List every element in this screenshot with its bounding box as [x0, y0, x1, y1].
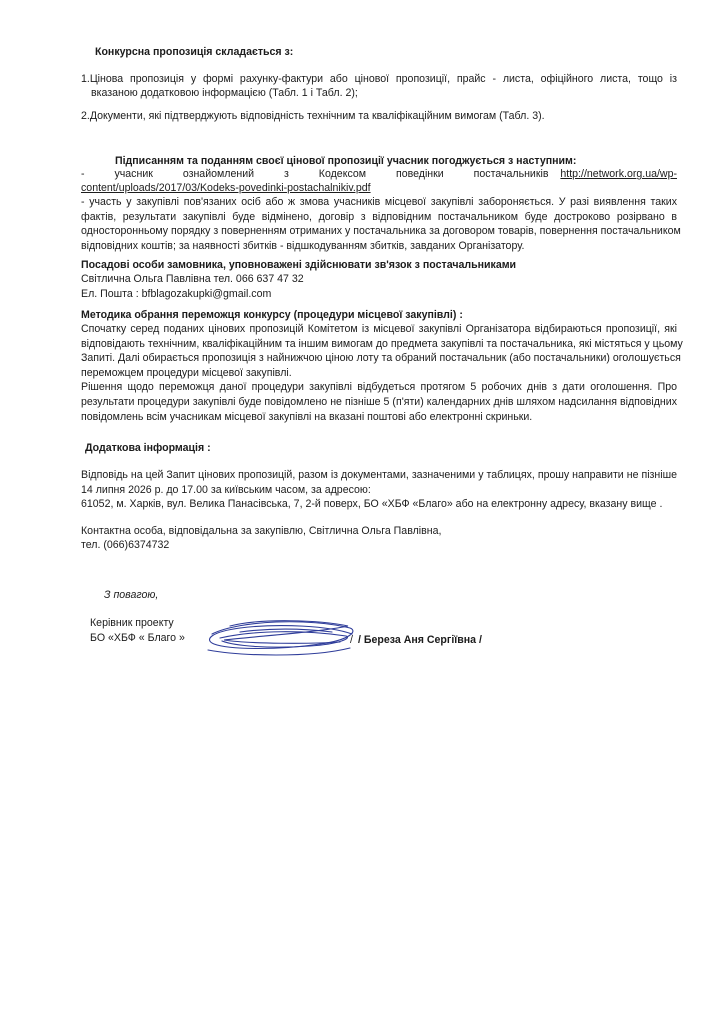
paragraph-line: Відповідь на цей Запит цінових пропозицій, разом із документами, зазначеними у таблицях, прошу направити не пізніше [81, 469, 677, 481]
signature-scribble [200, 614, 360, 664]
list-item [81, 109, 545, 124]
signer-position-line1: Керівник проекту [90, 617, 174, 629]
code-of-conduct-text: - учасник ознайомлений з Кодексом поведінки постачальників [81, 168, 549, 180]
paragraph-line: відповідних коштів; за наявності збитків - відшкодуванням збитків, завданих Організатору. [81, 239, 525, 252]
email-address[interactable]: bfblagozakupki@gmail.com [141, 288, 272, 300]
paragraph-line: 14 липня 2026 р. до 17.00 за київським часом, за адресою: [81, 483, 371, 496]
method-heading: Методика обрання переможця конкурсу (процедури місцевої закупівлі) : [81, 309, 463, 321]
contact-phone: тел. (066)6374732 [81, 539, 170, 551]
composition-heading: Конкурсна пропозиція складається з: [95, 46, 294, 58]
officials-heading: Посадові особи замовника, уповноважені здійснювати зв'язок з постачальниками [81, 259, 517, 271]
paragraph-line: відповідають технічним, кваліфікаційним та іншим вимогам до предмета закупівлі та постачальника, які містяться у цьому [81, 337, 683, 350]
officials-email-line [81, 287, 271, 302]
code-of-conduct-link[interactable]: http://network.org.ua/wp- [560, 168, 677, 180]
list-item [81, 72, 677, 87]
email-label: Ел. Пошта : [81, 288, 139, 300]
agreement-heading: Підписанням та поданням своєї цінової пропозиції учасник погоджується з наступним: [115, 155, 577, 167]
signer-name: / Береза Аня Сергіївна / [358, 634, 482, 646]
officials-contact: Світлична Ольга Павлівна тел. 066 637 47 32 [81, 273, 304, 285]
paragraph-line: 61052, м. Харків, вул. Велика Панасівська, 7, 2-й поверх, БО «ХБФ «Благо» або на електронну адресу, вказану вище . [81, 498, 663, 511]
method-paragraph [81, 322, 683, 424]
paragraph-line: результати процедури закупівлі буде повідомлено не пізніше 5 (п'яти) календарних днів шляхом надсилання відповідних [81, 395, 677, 408]
paragraph-line: переможцем процедури місцевої закупівлі. [81, 366, 292, 379]
additional-info-paragraph [81, 468, 677, 512]
paragraph-line: Запиті. Далі обирається пропозиція з найнижчою ціною лоту та обраний постачальник (або постачальники) оголошується [81, 352, 681, 365]
paragraph-line: повідомлень всім учасникам місцевої закупівлі на вказані поштові або електронні скриньки. [81, 410, 533, 423]
conflict-of-interest-paragraph [81, 195, 681, 253]
list-item-number: 1. [81, 73, 90, 85]
code-of-conduct-line [81, 167, 677, 182]
additional-info-heading: Додаткова інформація : [85, 442, 211, 454]
contact-person-line: Контактна особа, відповідальна за закупівлю, Світлична Ольга Павлівна, [81, 525, 442, 537]
list-item-number: 2. [81, 110, 90, 122]
list-item-text-line1: Цінова пропозиція у формі рахунку-фактури або цінової пропозиції, прайс - листа, офіційного листа, тощо із [89, 73, 677, 85]
list-item-text-line1: Документи, які підтверджують відповідність технічним та кваліфікаційним вимогам (Табл. 3). [89, 110, 545, 122]
regards-text: З повагою, [104, 589, 159, 601]
paragraph-line: односторонньому порядку з поверненням отриманих у постачальника за договором товарів, повернення постачальником [81, 225, 681, 238]
signer-position-line2: БО «ХБФ « Благо » [90, 632, 185, 644]
list-item-text-line2: вказаною додатковою інформацією (Табл. 1 і Табл. 2); [91, 87, 358, 99]
signature-slash: / [350, 634, 353, 646]
paragraph-line: фактів, результати закупівлі буде відмінено, договір з відповідним постачальником буде достроково розірвано в [81, 210, 677, 223]
paragraph-line: Спочатку серед поданих цінових пропозицій Комітетом із місцевої закупівлі Організатора відбираються пропозиції, які [81, 323, 677, 335]
paragraph-line: Рішення щодо переможця даної процедури закупівлі відбудеться протягом 5 робочих днів з дати оголошення. Про [81, 381, 677, 394]
paragraph-line: - участь у закупівлі пов'язаних осіб або ж змова учасників місцевої закупівлі забороняється. У разі виявлення таких [81, 196, 677, 208]
code-of-conduct-link-continued[interactable]: content/uploads/2017/03/Kodeks-povedinki-postachalnikiv.pdf [81, 182, 371, 194]
